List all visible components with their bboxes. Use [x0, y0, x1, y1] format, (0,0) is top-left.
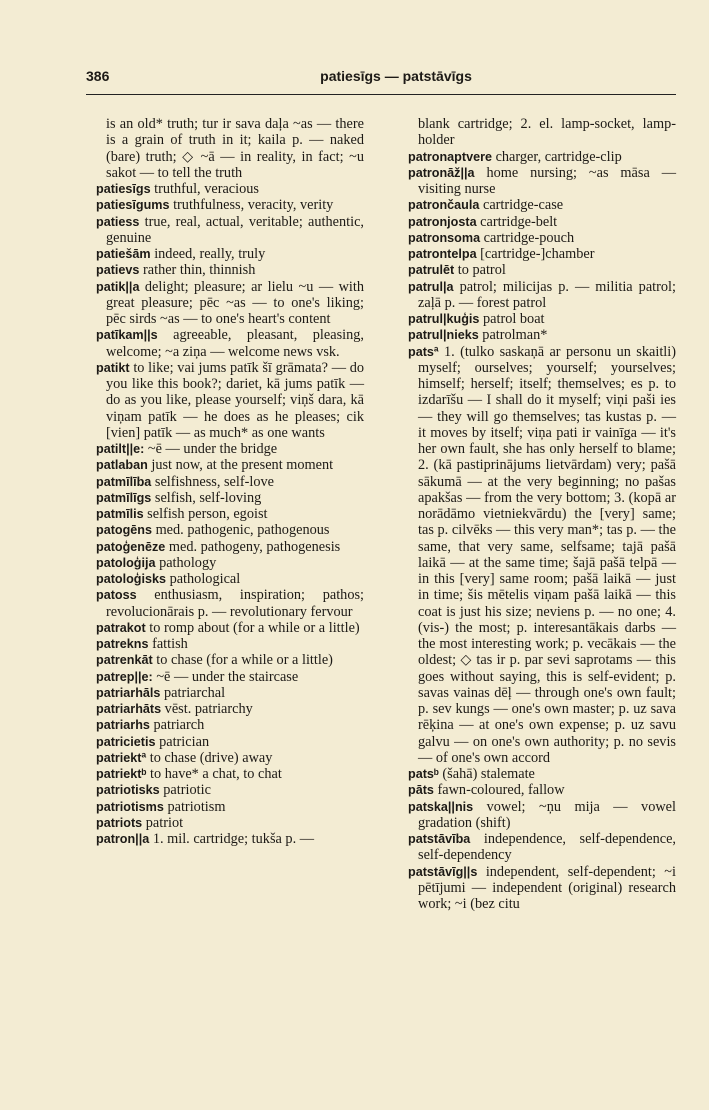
dictionary-entry — [96, 701, 364, 717]
entry-headword: patiešām — [96, 247, 151, 261]
dictionary-entry — [96, 587, 364, 620]
dictionary-entry — [96, 652, 364, 668]
entry-headword: patronāž||a — [408, 165, 475, 180]
entry-definition: to chase (for a while or a little) — [156, 652, 333, 669]
entry-definition: patrician — [159, 733, 210, 750]
entry-headword: patronjosta — [408, 214, 477, 229]
dictionary-entry — [408, 230, 676, 246]
entry-definition: is an old* truth; tur ir sava daļa ~as — there is a grain of truth in it; kaila p. — naked (bare) truth; ◇ ~ā — in reality, in fact; ~u sakot — to tell the truth — [106, 116, 364, 181]
dictionary-entry — [408, 197, 676, 213]
dictionary-entry — [96, 197, 364, 213]
entry-headword: patsª — [408, 344, 439, 359]
entry-definition: to patrol — [457, 262, 506, 279]
entry-definition: cartridge-belt — [480, 213, 558, 230]
page-header — [86, 66, 676, 95]
entry-definition: charger, cartridge-clip — [495, 148, 622, 165]
entry-definition: patriarch — [153, 717, 205, 734]
dictionary-entry — [96, 766, 364, 782]
entry-headword: patrenkāt — [96, 653, 153, 668]
dictionary-entry — [96, 750, 364, 766]
entry-headword: patievs — [96, 263, 140, 278]
entry-definition: vēst. patriarchy — [164, 701, 253, 717]
entry-definition: patriotism — [167, 798, 226, 815]
entry-definition: selfishness, self-love — [154, 473, 274, 490]
entry-headword: patikt — [96, 360, 130, 375]
entry-headword: patrulēt — [408, 263, 455, 278]
dictionary-entry — [96, 522, 364, 538]
entry-definition: fawn-coloured, fallow — [437, 782, 565, 799]
entry-definition: agreeable, pleasant, pleasing, welcome; ~a ziņa — welcome news vsk. — [106, 327, 365, 360]
entry-headword: pāts — [408, 783, 434, 798]
dictionary-entry — [408, 165, 676, 198]
entry-definition: patriarchal — [163, 684, 226, 701]
entry-headword: patoģenēze — [96, 539, 166, 554]
entry-headword: patiesīgs — [96, 182, 151, 196]
entry-headword: patron||a — [96, 832, 150, 846]
entry-definition: [cartridge-]chamber — [480, 246, 595, 262]
entry-definition: to chase (drive) away — [149, 749, 273, 766]
entry-headword: patik||a — [96, 279, 140, 294]
entry-definition: just now, at the present moment — [151, 457, 334, 474]
dictionary-entry — [96, 474, 364, 490]
dictionary-entry — [408, 782, 676, 798]
entry-headword: patriotisms — [96, 799, 164, 814]
entry-definition: truthfulness, veracity, verity — [173, 197, 334, 214]
entry-headword: patiesīgums — [96, 198, 170, 213]
dictionary-entry — [408, 246, 676, 262]
entry-headword: patiess — [96, 214, 140, 229]
dictionary-entry — [96, 571, 364, 587]
dictionary-entry — [408, 116, 676, 149]
entry-definition: pathology — [159, 554, 217, 571]
entry-definition: patrol; milicijas p. — militia patrol; zaļā p. — forest patrol — [418, 278, 676, 311]
entry-definition: truthful, veracious — [154, 181, 259, 197]
entry-headword: patronsoma — [408, 230, 481, 245]
entry-definition: med. pathogeny, pathogenesis — [168, 538, 341, 555]
entry-definition: rather thin, thinnish — [142, 262, 256, 279]
entry-headword: patriarhāls — [96, 685, 161, 700]
dictionary-entry — [96, 782, 364, 798]
entry-definition: enthusiasm, inspiration; pathos; revolucionārais p. — revolutionary fervour — [106, 587, 365, 620]
dictionary-entry — [96, 214, 364, 247]
entry-headword: patoloģija — [96, 555, 156, 570]
dictionary-entry — [96, 831, 364, 847]
entry-definition: independent, self-dependent; ~i pētījumi — independent (original) research work; ~i (bez citu — [418, 863, 677, 912]
entry-definition: pathological — [169, 571, 241, 587]
dictionary-entry — [408, 831, 676, 864]
dictionary-entry — [96, 539, 364, 555]
entry-headword: patoss — [96, 588, 137, 603]
entry-headword: patronaptvere — [408, 149, 492, 164]
dictionary-entry — [408, 262, 676, 278]
entry-headword: patmīlis — [96, 507, 144, 521]
dictionary-entry — [96, 279, 364, 328]
dictionary-entry — [96, 327, 364, 360]
entry-headword: patstāvīg||s — [408, 864, 478, 879]
entry-headword: patmīlīgs — [96, 490, 152, 505]
entry-headword: patilt||e: — [96, 442, 145, 456]
dictionary-entry — [96, 441, 364, 457]
entry-definition: selfish, self-loving — [154, 489, 262, 506]
entry-headword: patriektᵇ — [96, 767, 147, 781]
entry-definition: patrol boat — [482, 311, 545, 327]
dictionary-entry — [96, 685, 364, 701]
entry-definition: home nursing; ~as māsa — visiting nurse — [418, 164, 676, 197]
entry-definition: true, real, actual, veritable; authentic, genuine — [106, 213, 364, 246]
entry-definition: fattish — [152, 636, 188, 652]
entry-definition: patriot — [145, 814, 184, 831]
entry-definition: patrolman* — [482, 327, 548, 344]
entry-headword: patsᵇ — [408, 767, 439, 781]
entry-definition: selfish person, egoist — [147, 506, 268, 522]
entry-headword: patrontelpa — [408, 247, 477, 261]
running-head: patiesīgs — patstāvīgs — [320, 68, 472, 84]
entry-definition: med. pathogenic, pathogenous — [155, 522, 330, 539]
entry-headword: patogēns — [96, 523, 152, 538]
dictionary-entry — [96, 815, 364, 831]
dictionary-entry — [96, 636, 364, 652]
entry-definition: cartridge-pouch — [483, 229, 575, 246]
dictionary-entry — [96, 734, 364, 750]
entry-headword: patriarhāts — [96, 702, 162, 716]
entry-headword: patriarhs — [96, 718, 150, 733]
dictionary-entry — [408, 344, 676, 767]
dictionary-entry — [408, 327, 676, 343]
dictionary-entry — [96, 246, 364, 262]
entry-definition: ~ē — under the staircase — [156, 668, 299, 685]
entry-headword: patriektª — [96, 750, 147, 765]
entry-headword: patrul|nieks — [408, 328, 479, 343]
entry-headword: patstāvība — [408, 832, 471, 846]
entry-headword: patrakot — [96, 620, 146, 635]
entry-headword: patriotisks — [96, 783, 160, 798]
dictionary-entry — [408, 149, 676, 165]
dictionary-entry — [96, 620, 364, 636]
entry-definition: indeed, really, truly — [154, 246, 266, 262]
entry-definition: to like; vai jums patīk šī grāmata? — do you like this book?; dariet, kā jums patīk — do as you like, please yourself; viņš dara, kā viņam patīk — he does as he pleases; cik [vien] patīk — as much* as one wants — [106, 359, 365, 441]
dictionary-entry — [96, 181, 364, 197]
dictionary-entry — [408, 214, 676, 230]
entry-headword: patricietis — [96, 734, 156, 749]
entry-definition: blank cartridge; 2. el. lamp-socket, lamp-holder — [418, 116, 676, 149]
dictionary-entry — [408, 799, 676, 832]
entry-headword: patrul|a — [408, 279, 454, 294]
dictionary-entry — [408, 279, 676, 312]
left-column — [96, 116, 364, 847]
dictionary-entry — [408, 311, 676, 327]
entry-headword: patrul|kuģis — [408, 312, 480, 326]
dictionary-entry — [96, 555, 364, 571]
page-number: 386 — [86, 68, 110, 84]
right-column — [408, 116, 676, 912]
entry-definition: delight; pleasure; ar lielu ~u — with great pleasure; pēc ~as — to one's liking; pēc sirds ~as — to one's heart's content — [106, 278, 364, 327]
entry-definition: 1. mil. cartridge; tukša p. — — [152, 831, 315, 847]
entry-definition: ~ē — under the bridge — [147, 441, 278, 457]
dictionary-entry — [408, 864, 676, 913]
entry-definition: patriotic — [163, 782, 211, 799]
entry-headword: patrekns — [96, 637, 149, 651]
entry-headword: patrep||e: — [96, 669, 153, 684]
dictionary-entry — [96, 262, 364, 278]
entry-definition: 1. (tulko saskaņā ar personu un skaitli) myself; ourselves; yourself; yourselves; himself; herself; itself; themselves; es p. to izdarīšu — I shall do it myself; viņi paši ies — they will go themselves; tas kustas p. — it moves by itself; viņa pati ir vainīga — it's her own fault, she has only herself to blame; 2. (kā pastiprinājums lietvārdam) very; pašā sākumā — at the very beginning; no pašas apakšas — from the very bottom; 3. (kopā ar norādāmo vietniekvārdu) the [very] same; tas p. cilvēks — this very man*; tas p. — the same, that very same, selfsame; tajā pašā laikā — at the same time; šajā pašā telpā — in this [very] same room; pašā laikā — just in time; šis mētelis viņam pašā laikā — this coat is just his size; neviens p. — no one; 4. (vis-) the most; p. interesantākais darbs — the most interesting work; p. vecākais — the oldest; ◇ tas ir p. par sevi saprotams — this goes without saying, this is self-evident; p. savas vainas dēļ — through one's own fault; p. sev kungs — one's own master; p. uz sava rēķina — at one's own expense; p. uz savu galvu — on one's own authority; p. no sevis — of one's own accord — [418, 343, 676, 766]
dictionary-entry — [96, 506, 364, 522]
entry-headword: patska||nis — [408, 799, 474, 814]
dictionary-entry — [96, 717, 364, 733]
entry-headword: patrončaula — [408, 198, 480, 213]
entry-headword: patoloģisks — [96, 572, 166, 586]
entry-headword: patlaban — [96, 458, 148, 473]
entry-definition: independence, self-dependence, self-dependency — [418, 831, 676, 864]
dictionary-entry — [96, 669, 364, 685]
entry-headword: patriots — [96, 815, 143, 830]
entry-definition: cartridge-case — [482, 197, 564, 214]
dictionary-entry — [408, 766, 676, 782]
dictionary-entry — [96, 490, 364, 506]
entry-definition: (šahā) stalemate — [442, 766, 535, 782]
entry-definition: to have* a chat, to chat — [150, 766, 282, 782]
entry-headword: patmīlība — [96, 474, 152, 489]
entry-headword: patīkam||s — [96, 328, 158, 343]
entry-definition: to romp about (for a while or a little) — [149, 619, 360, 636]
dictionary-entry — [96, 116, 364, 181]
dictionary-entry — [96, 360, 364, 441]
dictionary-entry — [96, 799, 364, 815]
entry-definition: vowel; ~ņu mija — vowel gradation (shift) — [418, 798, 676, 831]
dictionary-entry — [96, 457, 364, 473]
